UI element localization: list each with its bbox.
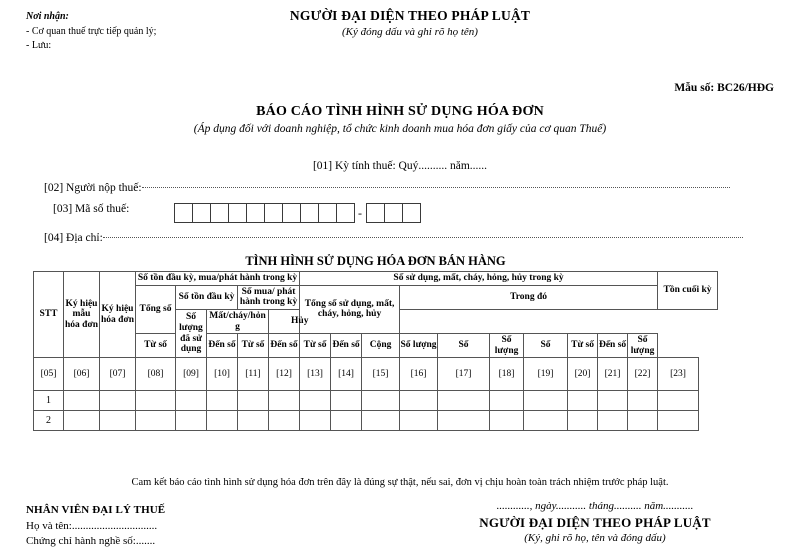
row-cell[interactable]: [207, 391, 238, 411]
row-cell[interactable]: [269, 411, 300, 431]
page-subtitle: (Áp dụng đối với doanh nghiệp, tổ chức kinh doanh mua hóa đơn giấy của cơ quan Thuế): [193, 123, 607, 135]
taxpayer-input[interactable]: [142, 186, 730, 188]
code-cell: [18]: [490, 358, 524, 391]
recipient-title: Nơi nhận:: [26, 11, 69, 22]
taxcode-suffix-box[interactable]: [366, 203, 385, 223]
header-representative-title: NGƯỜI ĐẠI DIỆN THEO PHÁP LUẬT: [289, 8, 531, 23]
row-cell[interactable]: [300, 391, 331, 411]
row-cell[interactable]: [100, 391, 136, 411]
row-cell[interactable]: [400, 391, 438, 411]
address-label: [04] Địa chỉ:: [44, 232, 103, 244]
code-cell: [07]: [100, 358, 136, 391]
th-so-luong-da-su-dung: Số lượng đã sử dụng: [176, 309, 207, 358]
th-so-mua-phat-hanh: Số mua/ phát hành trong kỳ: [238, 285, 300, 309]
th-trong-do: Trong đó: [400, 285, 658, 309]
th-tong-so: Tổng số: [136, 285, 176, 334]
recipient-item-1: - Lưu:: [26, 40, 52, 51]
row-cell[interactable]: [524, 411, 568, 431]
taxcode-suffix-box[interactable]: [384, 203, 403, 223]
tax-agent-certificate-field[interactable]: Chứng chỉ hành nghề số:.......: [26, 535, 156, 548]
code-cell: [13]: [300, 358, 331, 391]
taxcode-box[interactable]: [210, 203, 229, 223]
row-cell[interactable]: [400, 411, 438, 431]
tax-period-label: [01] Kỳ tính thuế: Quý.......... năm......: [312, 160, 488, 172]
table-header-row-1: [34, 272, 718, 286]
table-row[interactable]: [34, 391, 718, 411]
row-cell[interactable]: [136, 391, 176, 411]
row-cell[interactable]: [524, 391, 568, 411]
th-mat-chay-hong: Mất/cháy/hỏng: [207, 309, 269, 333]
th-group-closing: Tồn cuối kỳ: [658, 272, 718, 310]
row-cell[interactable]: [100, 411, 136, 431]
row-cell[interactable]: [269, 391, 300, 411]
th-huy-so-luong: Số lượng: [490, 334, 524, 358]
th-huy: Hủy: [269, 309, 331, 333]
row-cell[interactable]: [176, 411, 207, 431]
taxcode-box[interactable]: [300, 203, 319, 223]
row-cell[interactable]: [598, 411, 628, 431]
row-cell[interactable]: [331, 411, 362, 431]
row-cell[interactable]: [438, 411, 490, 431]
code-cell: [16]: [400, 358, 438, 391]
row-cell[interactable]: [568, 411, 598, 431]
row-cell[interactable]: [628, 411, 658, 431]
code-cell: [11]: [238, 358, 269, 391]
commitment-text: Cam kết báo cáo tình hình sử dụng hóa đơn trên đây là đúng sự thật, nếu sai, đơn vị chịu hoàn toàn trách nhiệm trước pháp luật.: [131, 477, 669, 488]
taxpayer-label: [02] Người nộp thuế:: [44, 182, 142, 194]
row-index: 2: [34, 411, 64, 431]
recipient-block: [26, 10, 156, 54]
invoice-usage-table: [33, 271, 718, 431]
th-den-so-2: Đến số: [269, 334, 300, 358]
row-cell[interactable]: [658, 391, 699, 411]
code-cell: [15]: [362, 358, 400, 391]
taxcode-box[interactable]: [336, 203, 355, 223]
th-ton-den-so: Đến số: [598, 334, 628, 358]
row-cell[interactable]: [438, 391, 490, 411]
row-cell[interactable]: [490, 391, 524, 411]
code-cell: [10]: [207, 358, 238, 391]
th-tu-so-2: Từ số: [238, 334, 269, 358]
taxcode-input[interactable]: [174, 203, 420, 223]
th-so-ton-dau-ky: Số tồn đầu kỳ: [176, 285, 238, 309]
th-ky-hieu-mau: Ký hiệu mẫu hóa đơn: [64, 272, 100, 358]
taxcode-box[interactable]: [246, 203, 265, 223]
taxpayer-field-row: [44, 182, 730, 194]
code-cell: [22]: [628, 358, 658, 391]
legal-representative-signature-block: [400, 500, 790, 544]
th-huy-so: Số: [524, 334, 568, 358]
th-den-so-1: Đến số: [207, 334, 238, 358]
th-tu-so-1: Từ số: [136, 334, 176, 358]
code-cell: [12]: [269, 358, 300, 391]
taxcode-box[interactable]: [192, 203, 211, 223]
page-title: BÁO CÁO TÌNH HÌNH SỬ DỤNG HÓA ĐƠN: [256, 104, 544, 119]
th-ton-so-luong: Số lượng: [628, 334, 658, 358]
th-group-opening: Số tồn đầu kỳ, mua/phát hành trong kỳ: [136, 272, 300, 286]
code-cell: [23]: [658, 358, 699, 391]
code-cell: [14]: [331, 358, 362, 391]
address-field-row: [44, 232, 743, 244]
form-number: Mẫu số: BC26/HĐG: [674, 82, 774, 94]
taxcode-box[interactable]: [264, 203, 283, 223]
table-row[interactable]: [34, 411, 718, 431]
row-cell[interactable]: [207, 411, 238, 431]
tax-agent-name-field[interactable]: Họ và tên:...............................: [26, 519, 158, 532]
row-cell[interactable]: [362, 411, 400, 431]
taxcode-box[interactable]: [228, 203, 247, 223]
recipient-item-0: - Cơ quan thuế trực tiếp quản lý;: [26, 25, 157, 37]
row-index: 1: [34, 391, 64, 411]
row-cell[interactable]: [331, 391, 362, 411]
table-section-title: TÌNH HÌNH SỬ DỤNG HÓA ĐƠN BÁN HÀNG: [245, 254, 506, 268]
row-cell[interactable]: [176, 391, 207, 411]
date-field[interactable]: ............, ngày........... tháng.......... năm...........: [496, 500, 694, 512]
row-cell[interactable]: [64, 411, 100, 431]
taxcode-suffix-box[interactable]: [402, 203, 421, 223]
row-cell[interactable]: [568, 391, 598, 411]
code-cell: [05]: [34, 358, 64, 391]
code-cell: [08]: [136, 358, 176, 391]
th-ton-tu-so: Từ số: [568, 334, 598, 358]
code-cell: [19]: [524, 358, 568, 391]
row-cell[interactable]: [64, 391, 100, 411]
code-cell: [21]: [598, 358, 628, 391]
taxcode-label: [03] Mã số thuế:: [53, 203, 130, 215]
code-cell: [17]: [438, 358, 490, 391]
address-input[interactable]: [103, 236, 743, 238]
row-cell[interactable]: [300, 411, 331, 431]
th-ky-hieu-hoa-don: Ký hiệu hóa đơn: [100, 272, 136, 358]
th-den-so-3: Đến số: [331, 334, 362, 358]
row-cell[interactable]: [238, 391, 269, 411]
row-cell[interactable]: [238, 411, 269, 431]
th-mat-so: Số: [438, 334, 490, 358]
table-header-row-4: [34, 334, 718, 358]
row-cell[interactable]: [658, 411, 699, 431]
legal-representative-title: NGƯỜI ĐẠI DIỆN THEO PHÁP LUẬT: [479, 515, 711, 530]
header-representative-block: [200, 8, 620, 38]
code-cell: [20]: [568, 358, 598, 391]
th-group-usage: Số sử dụng, mất, cháy, hỏng, hủy trong kỳ: [300, 272, 658, 286]
taxcode-box[interactable]: [174, 203, 193, 223]
row-cell[interactable]: [490, 411, 524, 431]
table-header-row-2: [34, 285, 718, 309]
header-representative-subtitle: (Ký đóng dấu và ghi rõ họ tên): [342, 26, 478, 38]
taxcode-box[interactable]: [282, 203, 301, 223]
row-cell[interactable]: [136, 411, 176, 431]
row-cell[interactable]: [598, 391, 628, 411]
table-code-row: [34, 358, 718, 391]
tax-agent-title: NHÂN VIÊN ĐẠI LÝ THUẾ: [26, 504, 166, 516]
code-cell: [06]: [64, 358, 100, 391]
th-cong: Cộng: [362, 334, 400, 358]
th-mat-so-luong: Số lượng: [400, 334, 438, 358]
tax-agent-signature-block: [26, 503, 165, 550]
row-cell[interactable]: [628, 391, 658, 411]
taxcode-separator: -: [358, 206, 362, 220]
th-stt: STT: [34, 272, 64, 358]
th-tu-so-3: Từ số: [300, 334, 331, 358]
th-tong-so-su-dung: Tổng số sử dụng, mất, cháy, hỏng, hủy: [300, 285, 400, 334]
legal-representative-subtitle: (Ký, ghi rõ họ, tên và đóng dấu): [524, 532, 666, 544]
row-cell[interactable]: [362, 391, 400, 411]
taxcode-box[interactable]: [318, 203, 337, 223]
code-cell: [09]: [176, 358, 207, 391]
